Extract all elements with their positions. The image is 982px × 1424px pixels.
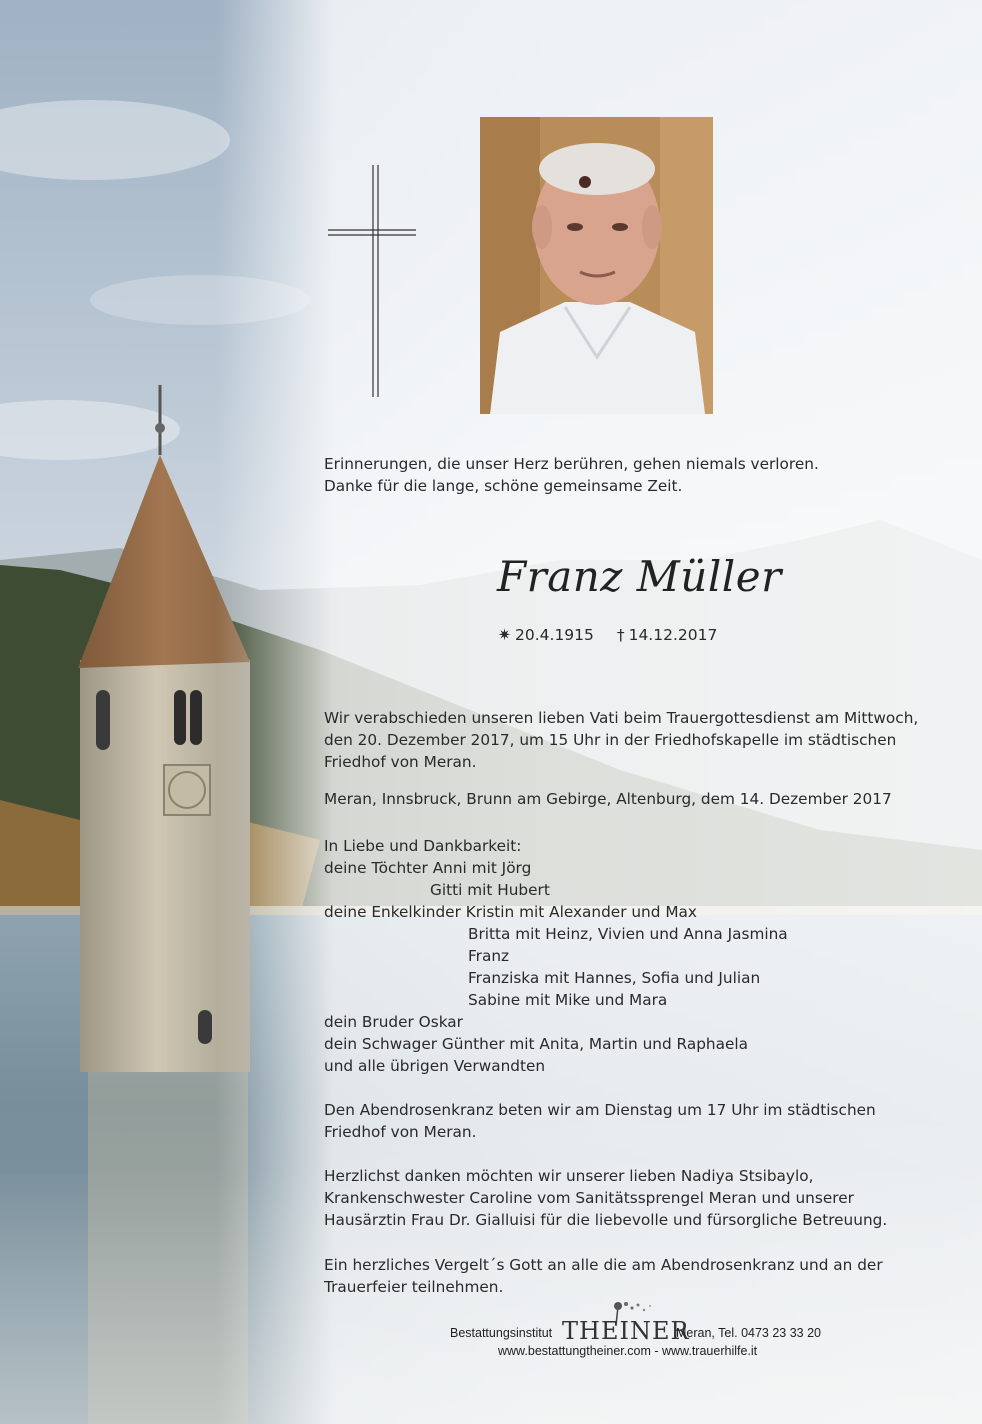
mourner-line: Franz: [468, 947, 510, 965]
mourner-line: Britta mit Heinz, Vivien und Anna Jasmina: [468, 925, 788, 943]
mourner-line: dein Bruder Oskar: [324, 1013, 463, 1031]
closing-line: Trauerfeier teilnehmen.: [324, 1278, 504, 1296]
portrait-photo: [480, 117, 713, 414]
service-line: Friedhof von Meran.: [324, 753, 477, 771]
rosary-line: Den Abendrosenkranz beten wir am Dienstag um 17 Uhr im städtischen: [324, 1101, 876, 1119]
service-paragraph: [324, 707, 918, 773]
mourner-line: deine Enkelkinder Kristin mit Alexander und Max: [324, 903, 697, 921]
footer-brand: THEINER: [562, 1317, 690, 1345]
portrait-image: [480, 117, 713, 414]
birth-date: 20.4.1915: [515, 626, 594, 644]
mourners-list: [324, 835, 788, 1077]
latin-cross-icon: [328, 165, 418, 397]
thanks-line: Hausärztin Frau Dr. Gialluisi für die liebevolle und fürsorgliche Betreuung.: [324, 1211, 888, 1229]
mourner-line: Gitti mit Hubert: [430, 881, 550, 899]
memorial-quote: [324, 453, 819, 497]
quote-line: Danke für die lange, schöne gemeinsame Zeit.: [324, 477, 683, 495]
mourner-line: Sabine mit Mike und Mara: [468, 991, 668, 1009]
mourner-line: Franziska mit Hannes, Sofia und Julian: [468, 969, 761, 987]
deceased-name: Franz Müller: [497, 552, 782, 601]
service-line: Wir verabschieden unseren lieben Vati beim Trauergottesdienst am Mittwoch,: [324, 709, 919, 727]
rosary-paragraph: [324, 1099, 876, 1143]
thanks-line: Herzlichst danken möchten wir unserer lieben Nadiya Stsibaylo,: [324, 1167, 814, 1185]
place-date: Meran, Innsbruck, Brunn am Gebirge, Altenburg, dem 14. Dezember 2017: [324, 790, 892, 808]
mourner-line: deine Töchter Anni mit Jörg: [324, 859, 532, 877]
thanks-line: Krankenschwester Caroline vom Sanitätssprengel Meran und unserer: [324, 1189, 854, 1207]
mourners-intro: In Liebe und Dankbarkeit:: [324, 837, 522, 855]
life-dates: [498, 626, 717, 644]
mourner-line: dein Schwager Günther mit Anita, Martin und Raphaela: [324, 1035, 749, 1053]
death-symbol: †: [616, 626, 625, 644]
thanks-paragraph: [324, 1165, 887, 1231]
death-date: 14.12.2017: [628, 626, 718, 644]
mourner-line: und alle übrigen Verwandten: [324, 1057, 546, 1075]
closing-paragraph: [324, 1254, 883, 1298]
footer-website[interactable]: www.bestattungtheiner.com - www.trauerhilfe.it: [498, 1344, 758, 1358]
rosary-line: Friedhof von Meran.: [324, 1123, 477, 1141]
closing-line: Ein herzliches Vergelt´s Gott an alle die am Abendrosenkranz und an der: [324, 1256, 883, 1274]
birth-symbol: ✷: [498, 626, 511, 644]
footer-contact: Meran, Tel. 0473 23 33 20: [676, 1326, 822, 1340]
service-line: den 20. Dezember 2017, um 15 Uhr in der Friedhofskapelle im städtischen: [324, 731, 897, 749]
footer-label: Bestattungsinstitut: [450, 1326, 553, 1340]
quote-line: Erinnerungen, die unser Herz berühren, gehen niemals verloren.: [324, 455, 819, 473]
